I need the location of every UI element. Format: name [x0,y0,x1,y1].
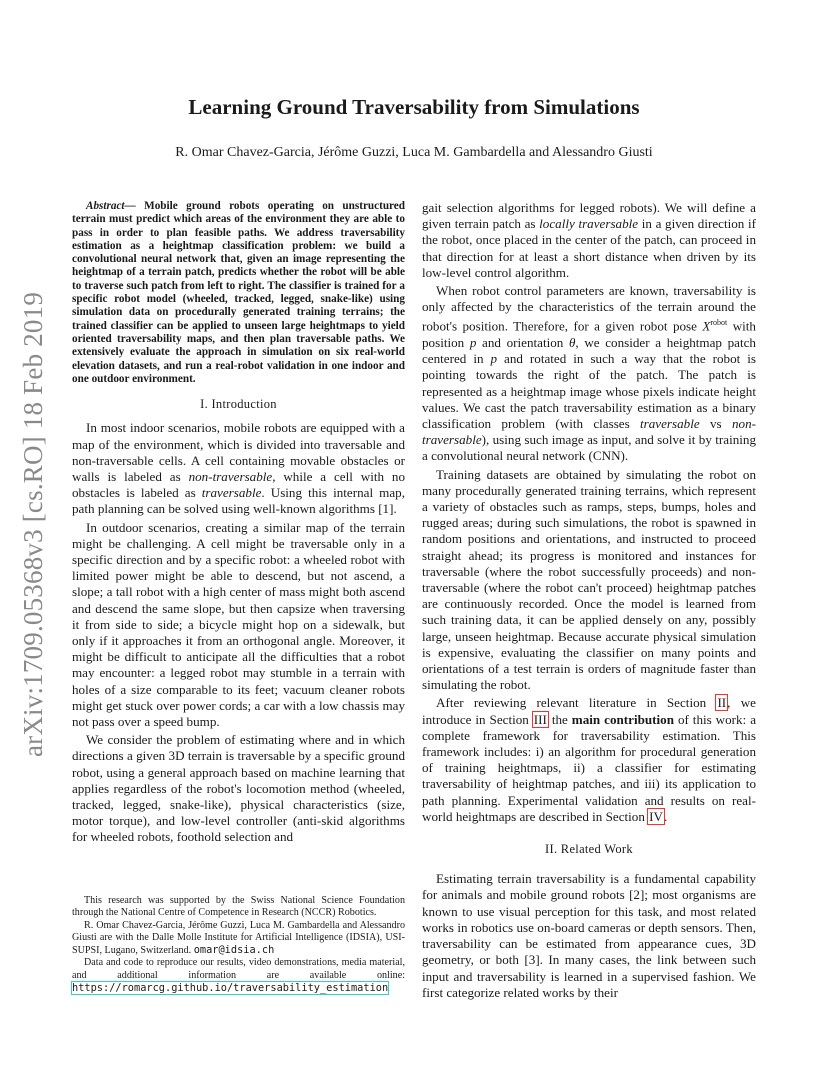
paper-title: Learning Ground Traversability from Simulations [188,95,640,119]
right-paragraph-3: Training datasets are obtained by simulating the robot on many procedurally generated training terrains, which represent a variety of obstacles such as ramps, steps, bumps, holes and rugged areas; during such simulations, the robot is spawned in random positions and orientations, and instructed to proceed straight ahead; its progress is monitored and instances for traversable (where the robot successfully proceeds) and non-traversable (where the robot can't proceed) heightmap patches are continuously recorded. Once the model is learned from such training data, it can be applied densely on any, possibly large, unseen heightmap. Because accurate physical simulation is expensive, evaluating the classifier on many points and orientations of a test terrain is orders of magnitude faster than simulating the robot. [422,466,756,693]
right-paragraph-4: After reviewing relevant literature in Section II, we introduce in Section III the main contribution of this work: a complete framework for traversability estimation. This framework includes: i) an algorithm for procedural generation of training heightmaps, ii) a classifier for estimating traversability of heightmap patches, and iii) its application to path planning. Experimental validation and results on real-world heightmaps are described in Section IV. [422,695,757,824]
footnotes [72,895,405,995]
right-paragraph-1: gait selection algorithms for legged robots). We will define a given terrain patch as locally traversable in a given direction if the robot, once placed in the center of the patch, can proceed in that direction for at least a short distance when driven by its low-level control algorithm. [422,200,756,280]
intro-paragraph-3: We consider the problem of estimating where and in which directions a given 3D terrain is traversable by a specific ground robot, using a general approach based on machine learning that applies regardless of the robot's locomotion method (wheeled, tracked, legged, snake-like), physical characteristics (size, motor torque), and low-level controller (anti-skid algorithms for wheeled robots, foothold selection and [72,732,405,845]
right-paragraph-2: When robot control parameters are known, traversability is only affected by the characteristics of the terrain around the robot's position. Therefore, for a given robot pose $X^{robot}$ with position p and orientation θ, we consider a heightmap patch centered in p and rotated in such a way that the robot is pointing towards the right of the patch. The patch is represented as a heightmap image whose pixels indicate height values. We cast the patch traversability estimation as a binary classification problem (with classes traversable vs non-traversable), using such image as input, and solve it by training a convolutional neural network (CNN). [422,283,756,464]
abstract-label: Abstract [86,200,125,212]
project-url-link[interactable]: https://romarcg.github.io/traversability_estimation [72,982,389,995]
section-heading-related-work: II. Related Work [545,842,633,857]
footnote-affiliation: R. Omar Chavez-Garcia, Jérôme Guzzi, Luca M. Gambardella and Alessandro Giusti are with the Dalle Molle Institute for Artificial Intelligence (IDSIA), USI-SUPSI, Lugano, Switzerland. omar@idsia.ch [72,919,405,957]
right-column [422,200,756,1001]
paper-authors: R. Omar Chavez-Garcia, Jérôme Guzzi, Luca M. Gambardella and Alessandro Giusti [175,145,653,160]
abstract [72,200,405,386]
section-ref-link-ii[interactable]: II [717,695,727,711]
abstract-text: — Mobile ground robots operating on unstructured terrain must predict which areas of the environment they are able to pass in order to plan feasible paths. We address traversability estimation as a heightmap classification problem: we build a convolutional neural network that, given an image representing the heightmap of a terrain patch, predicts whether the robot will be able to traverse such patch from left to right. The classifier is trained for a specific robot model (wheeled, tracked, legged, snake-like) using simulation data on procedurally generated training terrains; the trained classifier can be applied to unseen large heightmaps to yield oriented traversability maps, and then plan traversable paths. We extensively evaluate the approach in simulation on six real-world elevation datasets, and run a real-robot validation in one indoor and one outdoor environment. [72,200,405,385]
section-ref-link-iv[interactable]: IV [649,808,663,824]
section-heading-introduction: I. Introduction [200,397,277,412]
intro-paragraph-2: In outdoor scenarios, creating a similar map of the terrain might be challenging. A cell might be traversable only in a specific direction and by a specific robot: a wheeled robot with limited power might be able to descend, but not ascend, a slope; a tall robot with a high center of mass might both ascend and descend the same slope, but then capsize when traversing it from side to side; a bicycle might hop on a sidewalk, but only if it approaches it from an orthogonal angle. Moreover, it might be difficult to anticipate all the difficulties that a robot may encounter: a legged robot may stumble in a terrain with holes of a size comparable to its feet; vacuum cleaner robots might get stuck over power cords; a car with a low chassis may not pass over a speed bump. [72,519,405,730]
related-work-paragraph-1: Estimating terrain traversability is a fundamental capability for animals and mobile ground robots [2]; most organisms are known to use visual perception for this task, and most related works in robotics use on-board cameras or depth sensors. Then, traversability can be estimated from appearance cues, 3D geometry, or both [3]. In many cases, the link between such input and traversability is learned in a supervised fashion. We first categorize related works by their [422,871,756,1000]
section-ref-link-iii[interactable]: III [533,711,547,727]
arxiv-stamp [6,284,62,764]
arxiv-stamp-text: arXiv:1709.05368v3 [cs.RO] 18 Feb 2019 [18,291,49,757]
footnote-data: Data and code to reproduce our results, video demonstrations, media material, and additional information are available online: https://romarcg.github.io/traversability_estimation [72,957,405,995]
left-column [72,200,405,846]
footnote-funding: This research was supported by the Swiss National Science Foundation through the National Centre of Competence in Research (NCCR) Robotics. [72,895,405,919]
intro-paragraph-1: In most indoor scenarios, mobile robots are equipped with a map of the environment, which is divided into traversable and non-traversable cells. A cell containing movable obstacles or walls is labeled as non-traversable, while a cell with no obstacles is labeled as traversable. Using this internal map, path planning can be solved using well-known algorithms [1]. [72,420,405,517]
author-email: omar@idsia.ch [193,944,275,957]
